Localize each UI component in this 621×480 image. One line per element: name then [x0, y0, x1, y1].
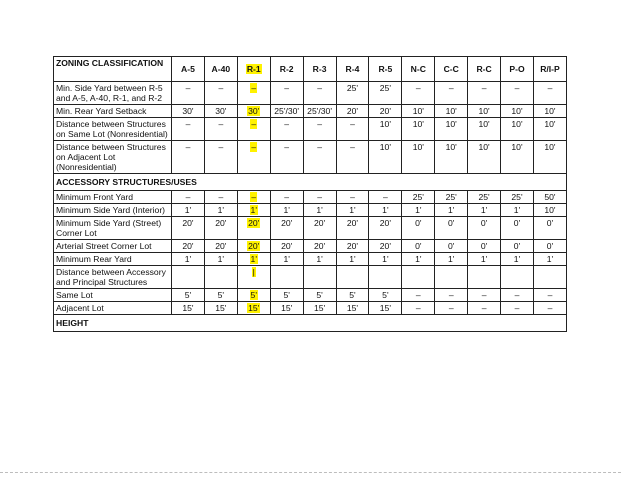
header-zone-p-o: P-O [501, 57, 534, 82]
table-cell: 10' [468, 118, 501, 141]
table-row [54, 204, 567, 217]
table-cell: 10' [468, 141, 501, 174]
table-cell [270, 266, 303, 289]
table-cell: – [435, 82, 468, 105]
table-cell: 1' [336, 253, 369, 266]
table-cell: 1' [533, 253, 566, 266]
table-row [54, 266, 567, 289]
table-cell: 10' [533, 105, 566, 118]
header-zone-r-1: R-1 [237, 57, 270, 82]
table-cell: – [435, 289, 468, 302]
table-cell: 1' [270, 204, 303, 217]
table-cell: 0' [501, 240, 534, 253]
table-cell: 1' [501, 253, 534, 266]
table-cell: 0' [402, 240, 435, 253]
table-cell: – [204, 82, 237, 105]
table-cell: 15' [270, 302, 303, 315]
table-row [54, 118, 567, 141]
header-zone-r-c: R-C [468, 57, 501, 82]
table-cell: – [468, 82, 501, 105]
table-cell: 1' [204, 253, 237, 266]
table-cell: 10' [533, 141, 566, 174]
table-cell: 10' [435, 141, 468, 174]
table-cell: – [303, 191, 336, 204]
table-cell: – [303, 118, 336, 141]
table-cell: 15' [336, 302, 369, 315]
page-bottom-edge [0, 472, 621, 474]
table-cell: 1' [270, 253, 303, 266]
header-zone-a-5: A-5 [172, 57, 205, 82]
table-cell: 20' [336, 217, 369, 240]
table-cell: 20' [369, 240, 402, 253]
table-cell: 20' [172, 240, 205, 253]
table-row [54, 289, 567, 302]
row-label: Distance between Structures on Adjacent Lot (Nonresidential) [54, 141, 172, 174]
table-cell: 20' [172, 217, 205, 240]
table-cell: – [369, 191, 402, 204]
table-row [54, 302, 567, 315]
table-cell: 20' [369, 105, 402, 118]
header-zone-r-3: R-3 [303, 57, 336, 82]
table-cell: 30' [172, 105, 205, 118]
table-cell: 0' [533, 240, 566, 253]
table-cell [501, 266, 534, 289]
table-cell: 50' [533, 191, 566, 204]
table-cell: 10' [468, 105, 501, 118]
row-label: Min. Rear Yard Setback [54, 105, 172, 118]
table-cell: 1' [172, 204, 205, 217]
table-cell: 5' [172, 289, 205, 302]
table-cell [533, 266, 566, 289]
table-cell: 25' [336, 82, 369, 105]
table-cell: – [237, 118, 270, 141]
table-cell: 30' [237, 105, 270, 118]
table-cell: 10' [501, 141, 534, 174]
table-cell: – [172, 191, 205, 204]
table-row [54, 82, 567, 105]
table-cell: 1' [468, 253, 501, 266]
zoning-classification-table [53, 56, 567, 332]
header-zone-c-c: C-C [435, 57, 468, 82]
header-zone-r-4: R-4 [336, 57, 369, 82]
table-cell: 10' [533, 204, 566, 217]
row-label: Distance between Accessory and Principal Structures [54, 266, 172, 289]
table-cell: 15' [204, 302, 237, 315]
table-cell: – [336, 118, 369, 141]
table-cell: 1' [237, 204, 270, 217]
table-cell [468, 266, 501, 289]
table-cell: – [533, 302, 566, 315]
table-cell: 1' [501, 204, 534, 217]
table-row [54, 191, 567, 204]
table-cell: 10' [402, 141, 435, 174]
table-cell: 20' [336, 240, 369, 253]
table-cell: 0' [468, 240, 501, 253]
table-row [54, 217, 567, 240]
table-cell: – [336, 191, 369, 204]
table-cell: 20' [237, 240, 270, 253]
table-cell: 0' [501, 217, 534, 240]
table-cell: 25' [369, 82, 402, 105]
table-cell: – [172, 82, 205, 105]
section-title: HEIGHT [54, 315, 567, 332]
table-cell: 15' [369, 302, 402, 315]
table-cell: 0' [402, 217, 435, 240]
table-cell: 1' [204, 204, 237, 217]
table-header-row [54, 57, 567, 82]
table-cell [336, 266, 369, 289]
table-cell: – [402, 302, 435, 315]
table-cell: 25' [501, 191, 534, 204]
row-label: Min. Side Yard between R-5 and A-5, A-40, R-1, and R-2 [54, 82, 172, 105]
table-cell: 0' [435, 240, 468, 253]
table-cell: – [468, 289, 501, 302]
table-row [54, 240, 567, 253]
table-cell: – [237, 191, 270, 204]
table-cell: 1' [369, 204, 402, 217]
table-body [54, 82, 567, 332]
table-cell [402, 266, 435, 289]
row-label: Same Lot [54, 289, 172, 302]
section-header-row [54, 315, 567, 332]
table-cell: 10' [533, 118, 566, 141]
table-cell: – [303, 82, 336, 105]
table-cell: – [303, 141, 336, 174]
table-cell: 5' [336, 289, 369, 302]
table-cell: 1' [435, 253, 468, 266]
row-label: Arterial Street Corner Lot [54, 240, 172, 253]
table-cell: – [336, 141, 369, 174]
table-cell: 20' [204, 217, 237, 240]
row-label: Distance between Structures on Same Lot (Nonresidential) [54, 118, 172, 141]
table-row [54, 253, 567, 266]
table-cell: 5' [237, 289, 270, 302]
table-cell: 20' [303, 217, 336, 240]
section-title: ACCESSORY STRUCTURES/USES [54, 174, 567, 191]
table-cell: 15' [303, 302, 336, 315]
header-zone-n-c: N-C [402, 57, 435, 82]
table-cell: 0' [468, 217, 501, 240]
table-cell: 20' [204, 240, 237, 253]
table-cell: | [237, 266, 270, 289]
table-cell: 10' [402, 118, 435, 141]
table-cell: – [204, 141, 237, 174]
header-zone-r-i-p: R/I-P [533, 57, 566, 82]
table-cell: – [204, 118, 237, 141]
table-cell: 25'/30' [303, 105, 336, 118]
table-cell: 20' [270, 217, 303, 240]
table-cell: – [237, 141, 270, 174]
table-cell: – [533, 289, 566, 302]
row-label: Adjacent Lot [54, 302, 172, 315]
table-cell: – [533, 82, 566, 105]
table-cell: – [270, 191, 303, 204]
table-cell: 20' [369, 217, 402, 240]
table-cell: 1' [336, 204, 369, 217]
table-cell: 1' [402, 204, 435, 217]
table-cell [369, 266, 402, 289]
table-cell: – [270, 82, 303, 105]
table-cell: 0' [533, 217, 566, 240]
table-cell: – [270, 118, 303, 141]
table-row [54, 105, 567, 118]
table-cell: 25' [468, 191, 501, 204]
table-cell: 10' [402, 105, 435, 118]
table-cell: 1' [369, 253, 402, 266]
table-cell: 1' [303, 204, 336, 217]
row-label: Minimum Rear Yard [54, 253, 172, 266]
table-cell: 5' [369, 289, 402, 302]
table-cell: 10' [369, 118, 402, 141]
table-cell: 20' [237, 217, 270, 240]
table-cell: 0' [435, 217, 468, 240]
table-cell: 1' [402, 253, 435, 266]
table-cell: 15' [172, 302, 205, 315]
table-cell: 10' [369, 141, 402, 174]
table-cell: – [501, 302, 534, 315]
table-cell: – [204, 191, 237, 204]
table-cell: 1' [468, 204, 501, 217]
table-cell: 1' [303, 253, 336, 266]
table-cell: 25' [402, 191, 435, 204]
table-cell: 10' [435, 105, 468, 118]
table-cell [172, 266, 205, 289]
table-cell: 10' [501, 105, 534, 118]
header-zone-a-40: A-40 [204, 57, 237, 82]
table-cell: 20' [303, 240, 336, 253]
table-cell [204, 266, 237, 289]
table-cell: – [402, 289, 435, 302]
table-cell: 1' [172, 253, 205, 266]
row-label: Minimum Front Yard [54, 191, 172, 204]
table-cell: 1' [435, 204, 468, 217]
table-cell: – [172, 118, 205, 141]
table-cell: 10' [501, 118, 534, 141]
table-cell: 25'/30' [270, 105, 303, 118]
section-header-row [54, 174, 567, 191]
table-cell: 15' [237, 302, 270, 315]
table-cell: – [172, 141, 205, 174]
table-cell: 20' [336, 105, 369, 118]
table-cell: 5' [303, 289, 336, 302]
table-cell: – [402, 82, 435, 105]
table-row [54, 141, 567, 174]
table-cell: – [501, 82, 534, 105]
table-cell: – [435, 302, 468, 315]
table-cell: – [468, 302, 501, 315]
table-cell: 20' [270, 240, 303, 253]
row-label: Minimum Side Yard (Interior) [54, 204, 172, 217]
table-cell: 5' [204, 289, 237, 302]
table-cell: 30' [204, 105, 237, 118]
header-zone-r-5: R-5 [369, 57, 402, 82]
row-label: Minimum Side Yard (Street) Corner Lot [54, 217, 172, 240]
header-zoning-classification: ZONING CLASSIFICATION [54, 57, 172, 82]
table-cell: – [501, 289, 534, 302]
table-cell: 5' [270, 289, 303, 302]
table-cell: 10' [435, 118, 468, 141]
table-cell: – [237, 82, 270, 105]
table-cell: 25' [435, 191, 468, 204]
table-cell [435, 266, 468, 289]
header-zone-r-2: R-2 [270, 57, 303, 82]
table-cell [303, 266, 336, 289]
table-cell: 1' [237, 253, 270, 266]
table-cell: – [270, 141, 303, 174]
